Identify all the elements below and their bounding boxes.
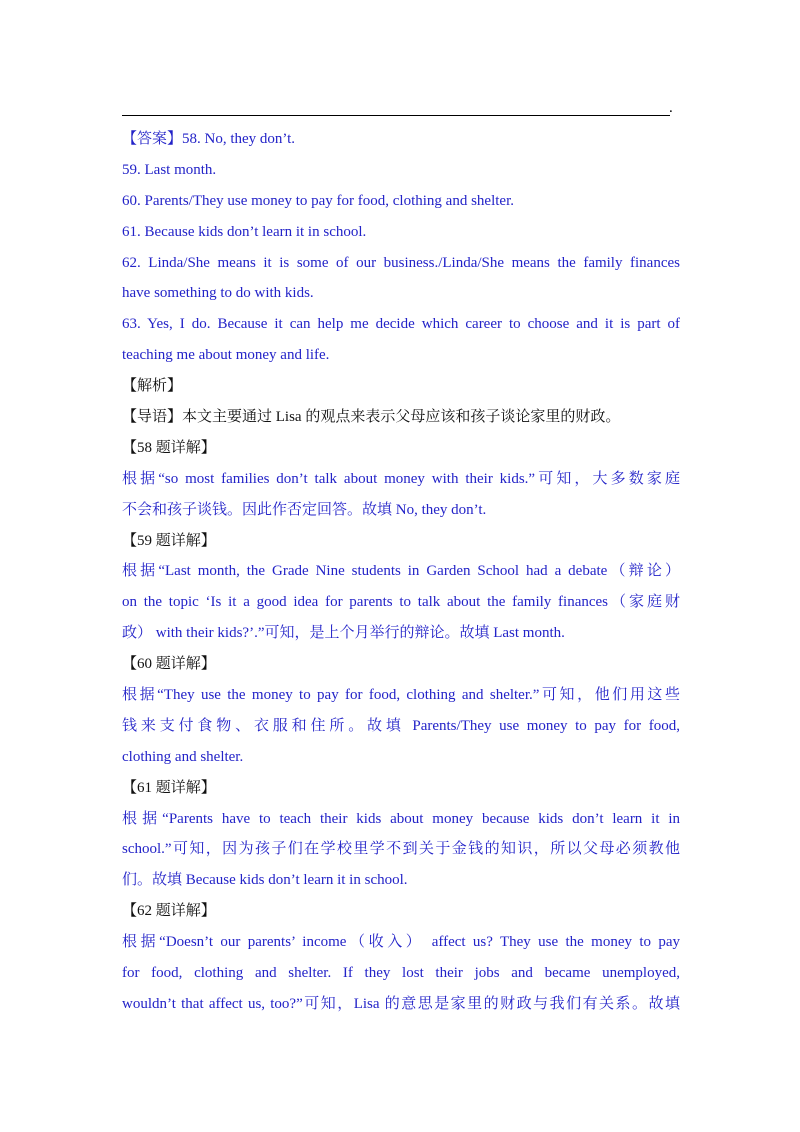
text-line: 60. Parents/They use money to pay for food, clothing and shelter. [122, 192, 514, 209]
text-line: have something to do with kids. [122, 285, 314, 302]
text-line: 政） with their kids?’.”可知，是上个月举行的辩论。故填 Last month. [122, 625, 565, 642]
text-line: 63. Yes, I do. Because it can help me decide which career to choose and it is part of [122, 316, 680, 333]
text-line: clothing and shelter. [122, 748, 244, 765]
text-line: 59. Last month. [122, 161, 217, 178]
section-heading: 【解析】 [122, 378, 183, 395]
text-line: 【答案】58. No, they don’t. [122, 131, 296, 147]
answer-blank-period: . [669, 100, 673, 116]
section-heading: 【导语】本文主要通过 Lisa 的观点来表示父母应该和孩子谈论家里的财政。 [122, 409, 621, 426]
section-heading: 【62 题详解】 [122, 903, 216, 920]
text-line: 根据“Parents have to teach their kids about money because kids don’t learn it in [122, 810, 680, 827]
text-line: school.”可知，因为孩子们在学校里学不到关于金钱的知识，所以父母必须教他 [122, 841, 680, 858]
text-line: 根据“Last month, the Grade Nine students in Garden School had a debate（辩论） [122, 563, 680, 580]
text-line: 根据“Doesn’t our parents’ income（收入） affect us? They use the money to pay [122, 934, 680, 951]
text-line: 根据“They use the money to pay for food, clothing and shelter.”可知，他们用这些 [122, 687, 680, 704]
answer-blank-line [122, 115, 670, 116]
text-line: 不会和孩子谈钱。因此作否定回答。故填 No, they don’t. [122, 501, 487, 518]
text-line: wouldn’t that affect us, too?”可知，Lisa 的意思是家里的财政与我们有关系。故填 [122, 995, 680, 1012]
section-heading: 【60 题详解】 [122, 656, 216, 673]
section-heading: 【58 题详解】 [122, 439, 216, 456]
text-line: 钱来支付食物、衣服和住所。故填 Parents/They use money to pay for food, [122, 717, 680, 734]
text-line: on the topic ‘Is it a good idea for parents to talk about the family finances（家庭财 [122, 594, 680, 611]
text-line: for food, clothing and shelter. If they lost their jobs and became unemployed, [122, 965, 680, 982]
text-line: 根据“so most families don’t talk about money with their kids.”可知，大多数家庭 [122, 470, 680, 487]
text-line: teaching me about money and life. [122, 347, 330, 364]
text-line: 们。故填 Because kids don’t learn it in school. [122, 872, 408, 889]
section-heading: 【61 题详解】 [122, 779, 216, 796]
text-line: 62. Linda/She means it is some of our business./Linda/She means the family finances [122, 254, 680, 271]
answer-explanation-body [122, 124, 680, 1020]
text-line: 61. Because kids don’t learn it in school. [122, 223, 367, 240]
section-heading: 【59 题详解】 [122, 532, 216, 549]
